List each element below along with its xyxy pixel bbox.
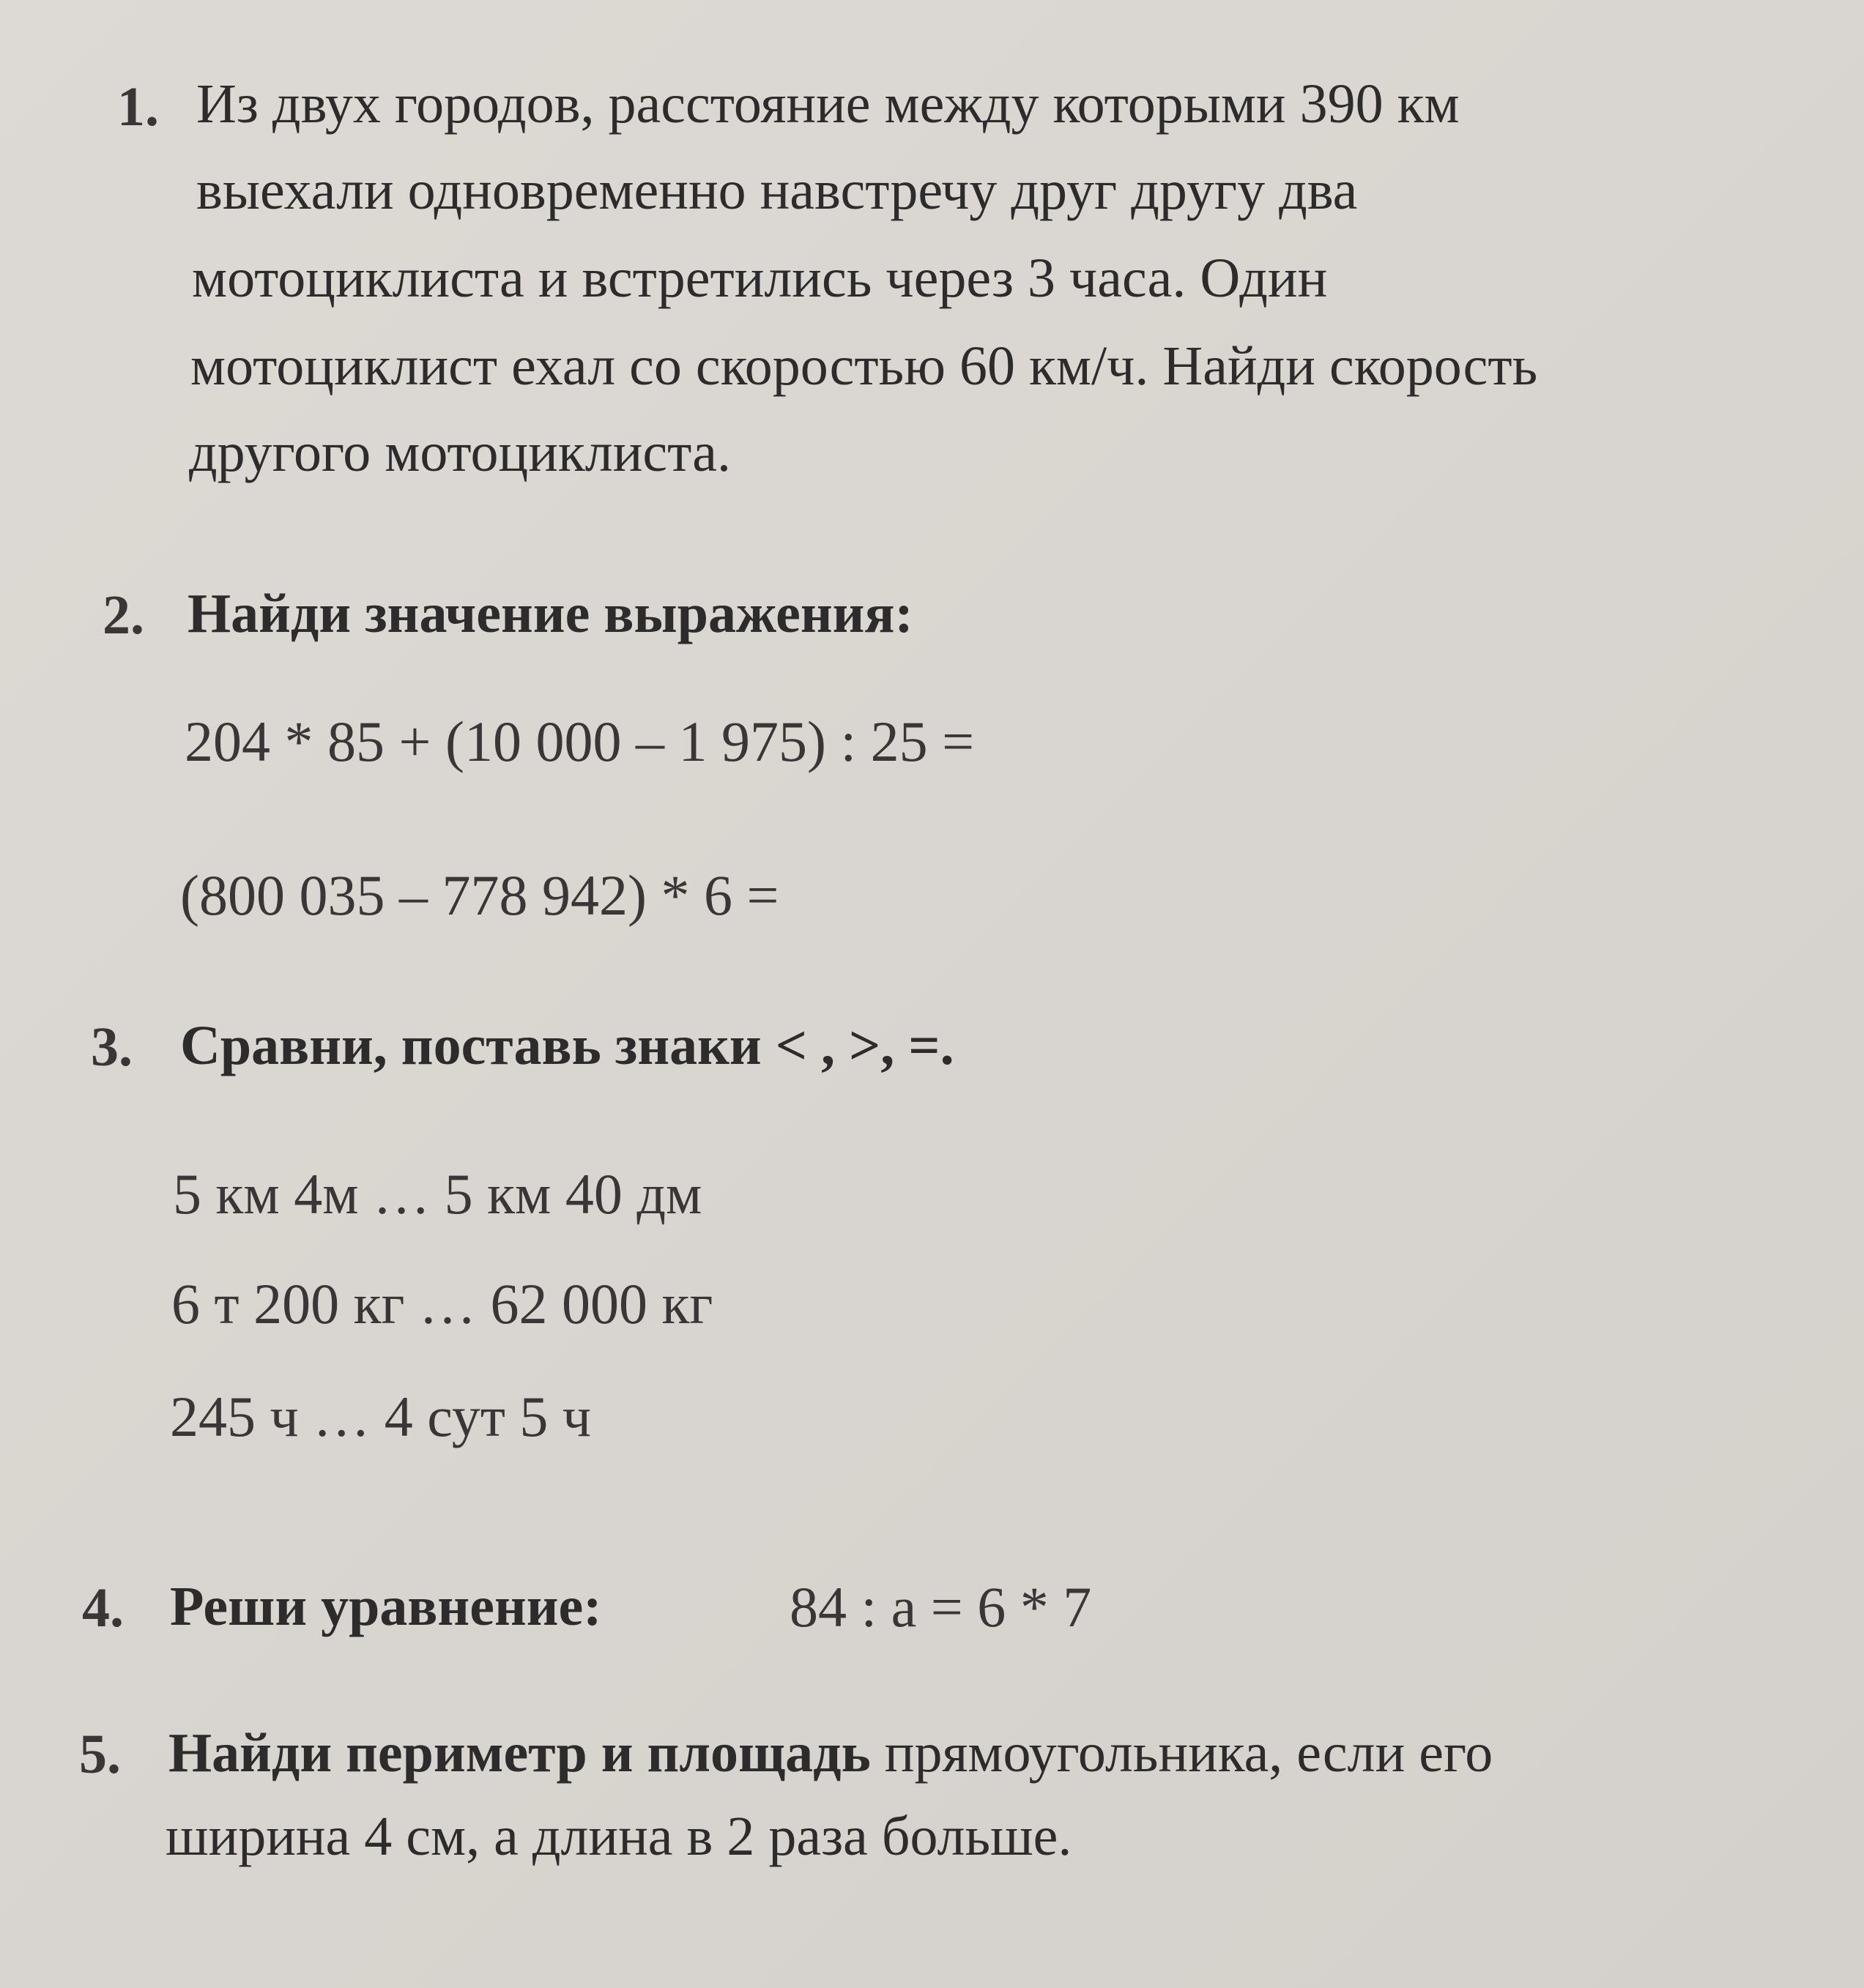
task-2-expression-1: 204 * 85 + (10 000 – 1 975) : 25 = bbox=[185, 710, 975, 773]
task-2-number: 2. bbox=[103, 584, 144, 646]
task-4-number: 4. bbox=[82, 1577, 124, 1639]
task-1-line-1: Из двух городов, расстояние между которыми 390 км bbox=[196, 73, 1460, 135]
task-4-heading: Реши уравнение: bbox=[170, 1576, 602, 1637]
task-2-heading: Найди значение выражения: bbox=[187, 583, 913, 644]
task-5-line-2: ширина 4 см, а длина в 2 раза больше. bbox=[166, 1806, 1072, 1867]
task-1-line-2: выехали одновременно навстречу друг другу два bbox=[196, 160, 1358, 221]
task-2-expression-2: (800 035 – 778 942) * 6 = bbox=[180, 863, 779, 927]
task-5-line-1-rest: прямоугольника, если его bbox=[870, 1722, 1493, 1784]
task-5-line-1 bbox=[168, 1722, 1493, 1784]
task-3-comparison-3: 245 ч … 4 сут 5 ч bbox=[170, 1385, 592, 1448]
task-3-heading: Сравни, поставь знаки < , >, =. bbox=[180, 1015, 954, 1076]
task-5-number: 5. bbox=[79, 1724, 121, 1785]
task-1-line-4: мотоциклист ехал со скоростью 60 км/ч. Найди скорость bbox=[190, 335, 1538, 397]
task-1-line-3: мотоциклиста и встретились через 3 часа. Один bbox=[192, 247, 1328, 309]
task-3-number: 3. bbox=[91, 1016, 133, 1078]
task-4-equation: 84 : а = 6 * 7 bbox=[790, 1575, 1092, 1639]
task-1-number: 1. bbox=[117, 76, 159, 138]
task-5-heading: Найди периметр и площадь bbox=[168, 1722, 871, 1784]
task-1-line-5: другого мотоциклиста. bbox=[189, 422, 731, 483]
task-3-comparison-2: 6 т 200 кг … 62 000 кг bbox=[171, 1272, 713, 1336]
task-3-comparison-1: 5 км 4м … 5 км 40 дм bbox=[173, 1162, 702, 1226]
